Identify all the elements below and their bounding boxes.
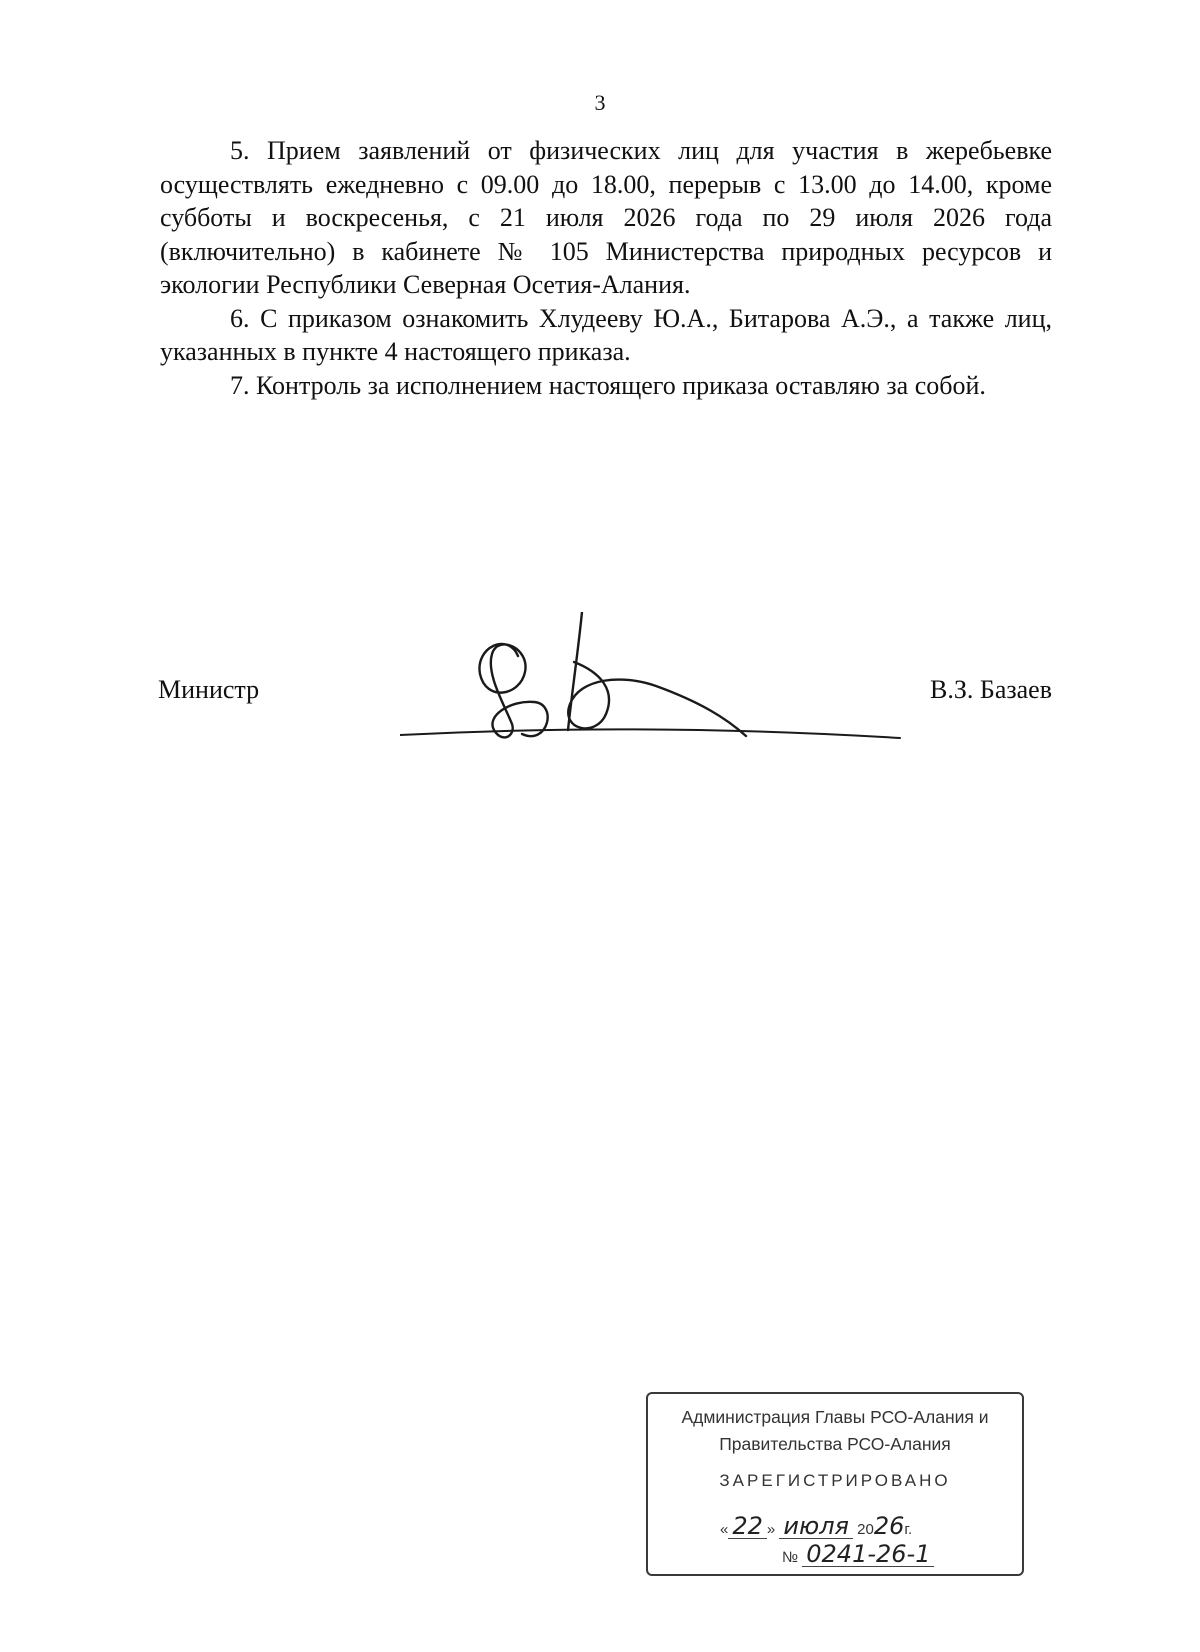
paragraph-6: 6. С приказом ознакомить Хлудееву Ю.А., Битарова А.Э., а также лиц, указанных в пункте 4 настоящего приказа. — [160, 303, 1052, 366]
signatory-name: В.З. Базаев — [930, 675, 1052, 704]
stamp-org-line-1: Администрация Главы РСО-Алания и — [681, 1407, 989, 1427]
stamp-date — [720, 1512, 980, 1540]
handwritten-signature — [400, 612, 960, 762]
stamp-registered-label: ЗАРЕГИСТРИРОВАНО — [719, 1471, 951, 1490]
registration-stamp — [646, 1392, 1024, 1576]
stamp-registration-number — [782, 1542, 934, 1567]
stamp-year-unit: г. — [904, 1521, 913, 1538]
stamp-number: 0241-26-1 — [802, 1542, 934, 1567]
stamp-organization — [648, 1404, 1022, 1458]
stamp-month: июля — [779, 1514, 853, 1539]
page-number: 3 — [594, 90, 606, 115]
stamp-day: 22 — [728, 1514, 767, 1539]
stamp-org-line-2: Правительства РСО-Алания — [719, 1434, 951, 1454]
stamp-quote-open: « — [720, 1521, 729, 1538]
stamp-quote-close: » — [766, 1521, 776, 1538]
paragraph-5: 5. Прием заявлений от физических лиц для участия в жеребьевке осуществлять ежедневно с 09.00 до 18.00, перерыв с 13.00 до 14.00, кроме субботы и воскресенья, с 21 июля 2026 года по 29 июля 2026 года (включительно) в кабинете № 105 Министерства природных ресурсов и экологии Республики Северная Осетия-Алания. — [160, 136, 1052, 299]
stamp-number-label: № — [782, 1549, 799, 1566]
paragraph-7: 7. Контроль за исполнением настоящего приказа оставляю за собой. — [230, 370, 986, 400]
stamp-year-prefix: 20 — [857, 1521, 874, 1538]
document-body — [160, 134, 1052, 402]
stamp-year-suffix: 26 — [873, 1512, 905, 1540]
signatory-title: Министр — [158, 675, 260, 704]
